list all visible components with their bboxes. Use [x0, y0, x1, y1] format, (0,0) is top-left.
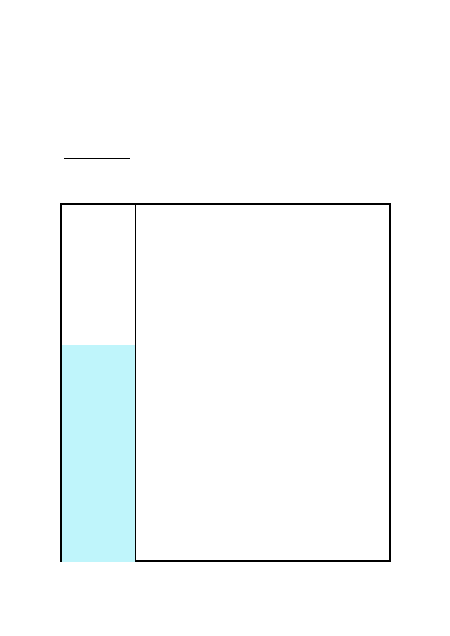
purchase-ledger-table [60, 203, 391, 562]
supplier-status-label-cell [62, 345, 135, 562]
addressee-name-line [64, 158, 130, 159]
